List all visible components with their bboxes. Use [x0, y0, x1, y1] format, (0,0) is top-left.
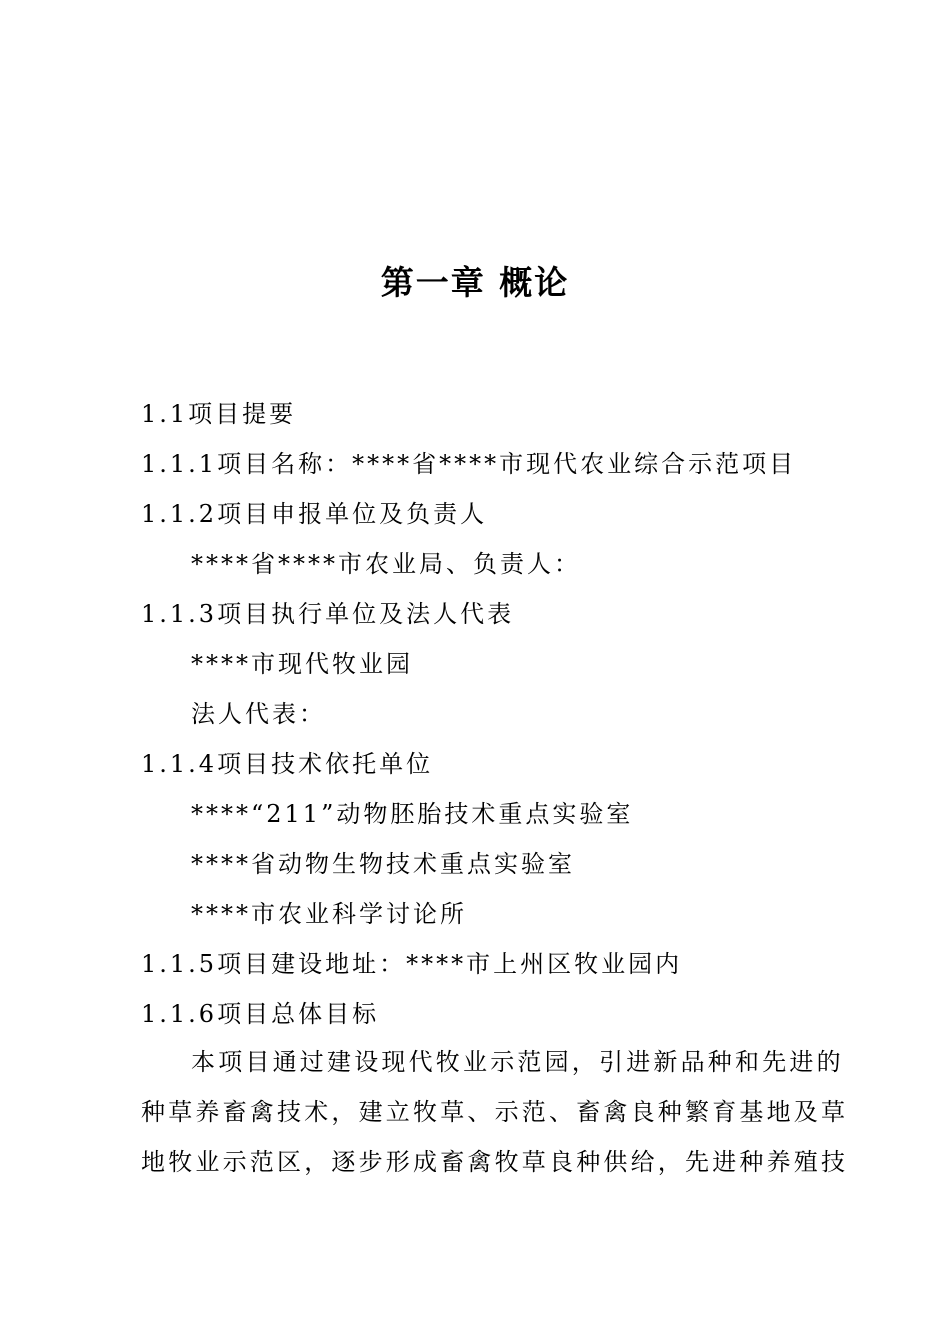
applicant-line: ****省****市农业局、负责人：: [191, 550, 581, 578]
section-heading: 1.1项目提要: [141, 400, 297, 428]
overall-goal-heading: 1.1.6项目总体目标: [141, 1000, 380, 1028]
executor-heading: 1.1.3项目执行单位及法人代表: [141, 600, 515, 628]
paragraph-line: 本项目通过建设现代牧业示范园，引进新品种和先进的: [191, 1048, 844, 1076]
tech-support-item: ****省动物生物技术重点实验室: [191, 850, 575, 878]
overall-goal-paragraph: [141, 1037, 849, 1187]
paragraph-line: 种草养畜禽技术，建立牧草、示范、畜禽良种繁育基地及草: [141, 1098, 849, 1126]
tech-support-item: ****市农业科学讨论所: [191, 900, 467, 928]
project-name-line: 1.1.1项目名称：****省****市现代农业综合示范项目: [141, 450, 797, 478]
applicant-heading: 1.1.2项目申报单位及负责人: [141, 500, 488, 528]
site-address-line: 1.1.5项目建设地址：****市上州区牧业园内: [141, 950, 683, 978]
tech-support-heading: 1.1.4项目技术依托单位: [141, 750, 434, 778]
legal-rep-line: 法人代表：: [191, 700, 326, 728]
paragraph-line: 地牧业示范区，逐步形成畜禽牧草良种供给，先进种养殖技: [141, 1148, 849, 1176]
chapter-title: 第一章 概论: [380, 263, 570, 302]
executor-line: ****市现代牧业园: [191, 650, 413, 678]
tech-support-item: ****“211”动物胚胎技术重点实验室: [191, 800, 634, 828]
